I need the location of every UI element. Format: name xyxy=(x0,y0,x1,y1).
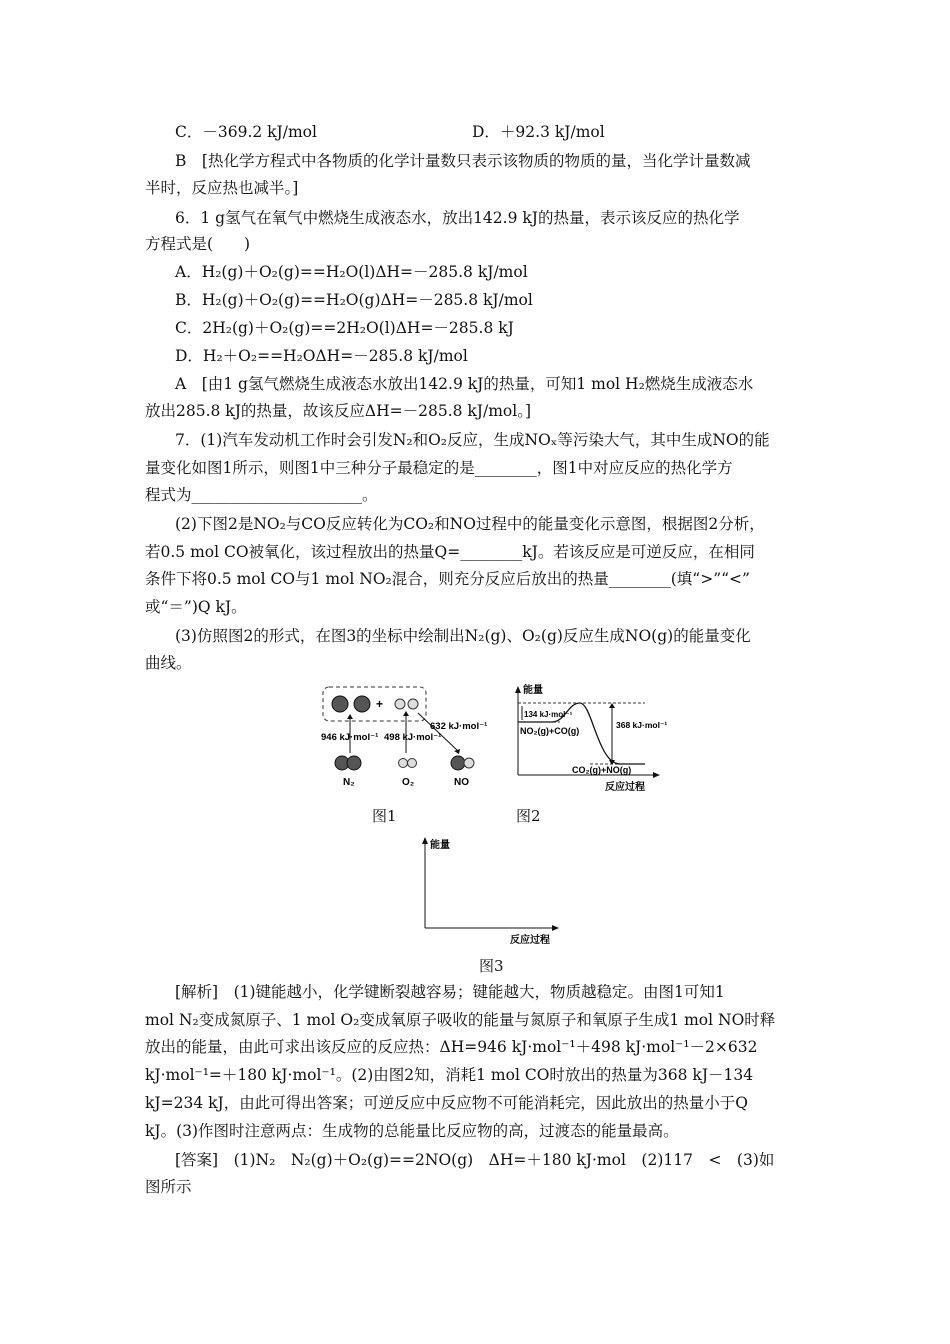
question-7-2: (2)下图2是NO₂与CO反应转化为CO₂和NO过程中的能量变化示意图，根据图2分析， xyxy=(175,515,765,533)
question-6: 6．1 g氢气在氧气中燃烧生成液态水，放出142.9 kJ的热量，表示该反应的热化学 xyxy=(175,209,740,227)
question-7-1-cont: 量变化如图1所示，则图1中三种分子最稳定的是________，图1中对应反应的热化学方 xyxy=(145,459,733,477)
analysis-cont2: 放出的能量，由此可求出该反应的反应热：ΔH=946 kJ·mol⁻¹＋498 kJ·mol⁻¹－2×632 xyxy=(145,1038,758,1056)
question-6-cont: 方程式是( ) xyxy=(145,235,251,253)
question-7-2-cont: 若0.5 mol CO被氧化，该过程放出的热量Q=________kJ。若该反应是可逆反应，在相同 xyxy=(145,543,755,561)
fig1-o-atom xyxy=(395,699,405,709)
fig1-plus: + xyxy=(376,697,384,711)
answer-q7-cont: 图所示 xyxy=(145,1178,192,1196)
fig2-xlabel: 反应过程 xyxy=(605,782,645,793)
fig1-label-946: 946 kJ·mol⁻¹ xyxy=(321,732,379,743)
question-7-2-cont2: 条件下将0.5 mol CO与1 mol NO₂混合，则充分反应后放出的热量________(填“>”“<” xyxy=(145,570,750,588)
analysis: [解析] (1)键能越小，化学键断裂越容易；键能越大，物质越稳定。由图1可知1 xyxy=(175,983,725,1001)
fig2-reactants: NO₂(g)+CO(g) xyxy=(520,726,580,736)
answer-q6-cont: 放出285.8 kJ的热量，故该反应ΔH=－285.8 kJ/mol。] xyxy=(145,402,532,420)
option-c-q5: C．－369.2 kJ/mol xyxy=(175,123,317,141)
option-a-q6: A．H₂(g)＋O₂(g)==H₂O(l)ΔH=－285.8 kJ/mol xyxy=(175,263,528,281)
fig1-n-atom xyxy=(332,696,348,712)
fig2-products: CO₂(g)+NO(g) xyxy=(572,765,632,775)
figure-3 xyxy=(415,833,565,948)
fig1-label-632: 632 kJ·mol⁻¹ xyxy=(430,721,488,732)
question-7-3-cont: 曲线。 xyxy=(145,654,192,672)
fig3-caption: 图3 xyxy=(479,957,504,975)
fig1-n2-label: N₂ xyxy=(343,777,355,788)
fig1-no-label: NO xyxy=(454,777,469,788)
figure-2 xyxy=(510,680,670,795)
fig1-caption: 图1 xyxy=(372,807,397,825)
fig1-n-atom xyxy=(354,696,370,712)
question-7-3: (3)仿照图2的形式，在图3的坐标中绘制出N₂(g)、O₂(g)反应生成NO(g)的能量变化 xyxy=(175,627,751,645)
answer-q6: A [由1 g氢气燃烧生成液态水放出142.9 kJ的热量，可知1 mol H₂燃烧生成液态水 xyxy=(175,375,754,393)
fig1-o2-label: O₂ xyxy=(402,777,415,788)
answer-q5: B [热化学方程式中各物质的化学计量数只表示该物质的物质的量，当化学计量数减 xyxy=(175,152,751,170)
question-7-2-cont3: 或“＝”)Q kJ。 xyxy=(145,598,247,616)
fig1-o-atom xyxy=(408,699,418,709)
option-c-q6: C．2H₂(g)＋O₂(g)==2H₂O(l)ΔH=－285.8 kJ xyxy=(175,319,514,337)
fig2-ylabel: 能量 xyxy=(523,685,543,696)
analysis-cont3: kJ·mol⁻¹=＋180 kJ·mol⁻¹。(2)由图2知，消耗1 mol CO时放出的热量为368 kJ－134 xyxy=(145,1066,754,1084)
option-d-q5: D．＋92.3 kJ/mol xyxy=(472,123,605,141)
fig2-caption: 图2 xyxy=(516,807,541,825)
fig1-label-498: 498 kJ·mol⁻¹ xyxy=(384,732,442,743)
option-d-q6: D．H₂＋O₂==H₂OΔH=－285.8 kJ/mol xyxy=(175,347,468,365)
fig2-label-134: 134 kJ·mol⁻¹ xyxy=(524,710,573,719)
fig2-label-368: 368 kJ·mol⁻¹ xyxy=(616,720,668,730)
answer-q5-cont: 半时，反应热也减半。] xyxy=(145,179,299,197)
analysis-cont4: kJ=234 kJ，由此可得出答案；可逆反应中反应物不可能消耗完，因此放出的热量小于Q xyxy=(145,1094,748,1112)
figure-1 xyxy=(318,683,498,793)
fig3-xlabel: 反应过程 xyxy=(510,935,550,946)
option-b-q6: B．H₂(g)＋O₂(g)==H₂O(g)ΔH=－285.8 kJ/mol xyxy=(175,291,533,309)
fig3-ylabel: 能量 xyxy=(430,840,450,851)
question-7-1-cont2: 程式为______________________。 xyxy=(145,486,378,504)
analysis-cont5: kJ。(3)作图时注意两点：生成物的总能量比反应物的高，过渡态的能量最高。 xyxy=(145,1122,679,1140)
question-7-1: 7．(1)汽车发动机工作时会引发N₂和O₂反应，生成NOₓ等污染大气，其中生成NO的能 xyxy=(175,431,770,449)
answer-q7: [答案] (1)N₂ N₂(g)＋O₂(g)==2NO(g) ΔH=＋180 kJ·mol (2)117 < (3)如 xyxy=(175,1151,775,1169)
analysis-cont1: mol N₂变成氮原子、1 mol O₂变成氧原子吸收的能量与氮原子和氧原子生成1 mol NO时释 xyxy=(145,1011,776,1029)
